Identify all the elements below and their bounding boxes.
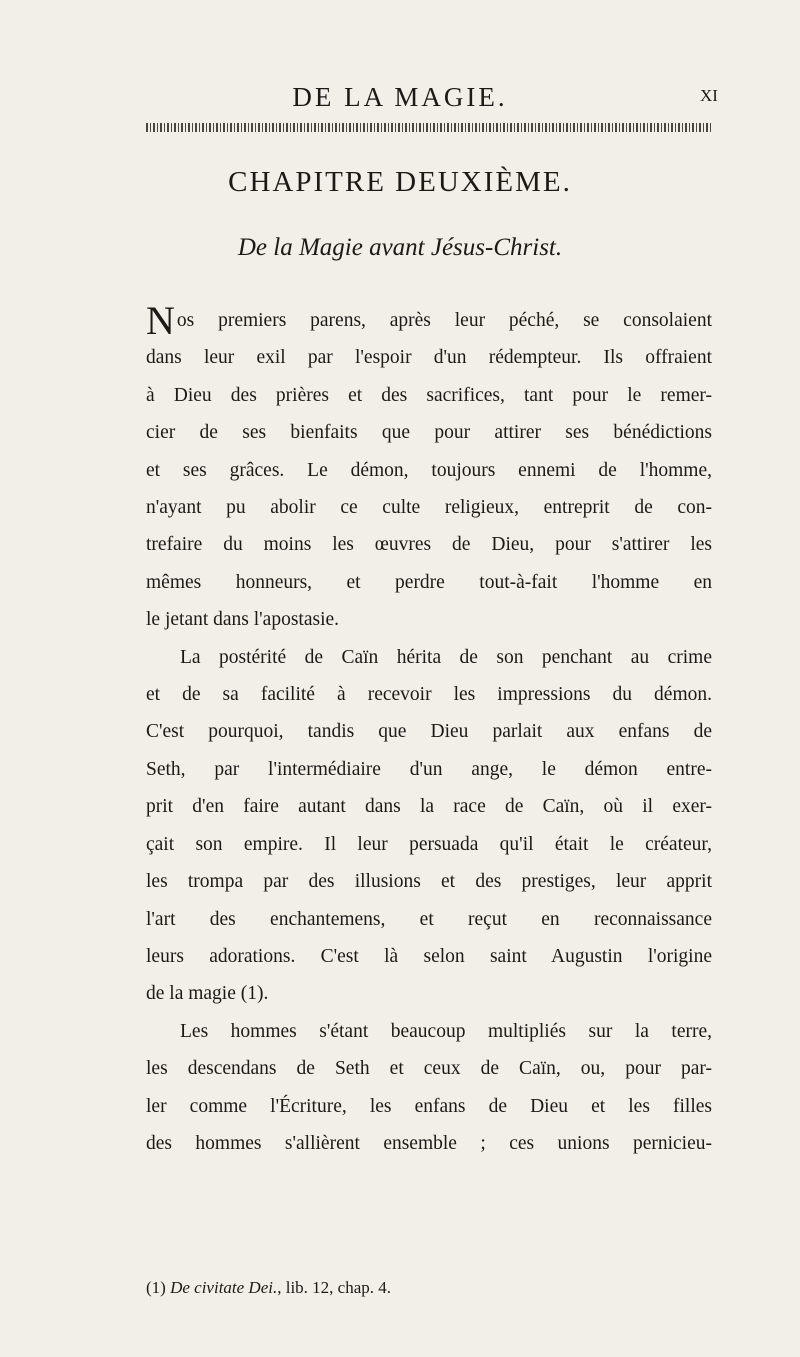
text-line: et ses grâces. Le démon, toujours ennemi de l'homme,	[146, 459, 712, 481]
text-line: les trompa par des illusions et des prestiges, leur apprit	[146, 871, 712, 893]
ornamental-rule	[146, 123, 712, 132]
text-line: et de sa facilité à recevoir les impressions du démon.	[146, 684, 712, 706]
text-line: C'est pourquoi, tandis que Dieu parlait aux enfans de	[146, 721, 712, 743]
chapter-subtitle: De la Magie avant Jésus-Christ.	[237, 234, 563, 261]
text-line: Nos premiers parens, après leur péché, se consolaient	[146, 298, 712, 343]
text-line: dans leur exil par l'espoir d'un rédempteur. Ils offraient	[146, 347, 712, 369]
footnote-reference: , lib. 12, chap. 4.	[277, 1278, 392, 1297]
text-line: les descendans de Seth et ceux de Caïn, ou, pour par-	[146, 1058, 712, 1080]
body-text	[146, 298, 712, 1162]
text-line: le jetant dans l'apostasie.	[146, 609, 340, 631]
text-line: leurs adorations. C'est là selon saint Augustin l'origine	[146, 945, 712, 967]
drop-cap: N	[146, 298, 175, 343]
text-line: l'art des enchantemens, et reçut en reconnaissance	[146, 908, 712, 930]
text-line: mêmes honneurs, et perdre tout-à-fait l'homme en	[146, 571, 712, 593]
footnote-marker: (1)	[146, 1278, 166, 1297]
text-line: prit d'en faire autant dans la race de Caïn, où il exer-	[146, 796, 712, 818]
chapter-title: CHAPITRE DEUXIÈME.	[228, 166, 572, 198]
text-line: n'ayant pu abolir ce culte religieux, entreprit de con-	[146, 497, 712, 519]
footnote-source: De civitate Dei.	[170, 1278, 278, 1297]
text-line: trefaire du moins les œuvres de Dieu, pour s'attirer les	[146, 534, 712, 556]
text-line: çait son empire. Il leur persuada qu'il était le créateur,	[146, 833, 712, 855]
footnote	[146, 1278, 712, 1298]
text-line: à Dieu des prières et des sacrifices, tant pour le remer-	[146, 384, 712, 406]
text-line: de la magie (1).	[146, 983, 269, 1005]
text-line: cier de ses bienfaits que pour attirer ses bénédictions	[146, 422, 712, 444]
text-line: des hommes s'allièrent ensemble ; ces unions pernicieu-	[146, 1132, 712, 1154]
text-line: Les hommes s'étant beaucoup multipliés sur la terre,	[180, 1020, 712, 1042]
page-number: XI	[700, 86, 718, 105]
text-line: Seth, par l'intermédiaire d'un ange, le démon entre-	[146, 758, 712, 780]
text-line: ler comme l'Écriture, les enfans de Dieu et les filles	[146, 1095, 712, 1117]
running-title: DE LA MAGIE.	[292, 82, 508, 112]
text-line: La postérité de Caïn hérita de son penchant au crime	[180, 646, 712, 668]
